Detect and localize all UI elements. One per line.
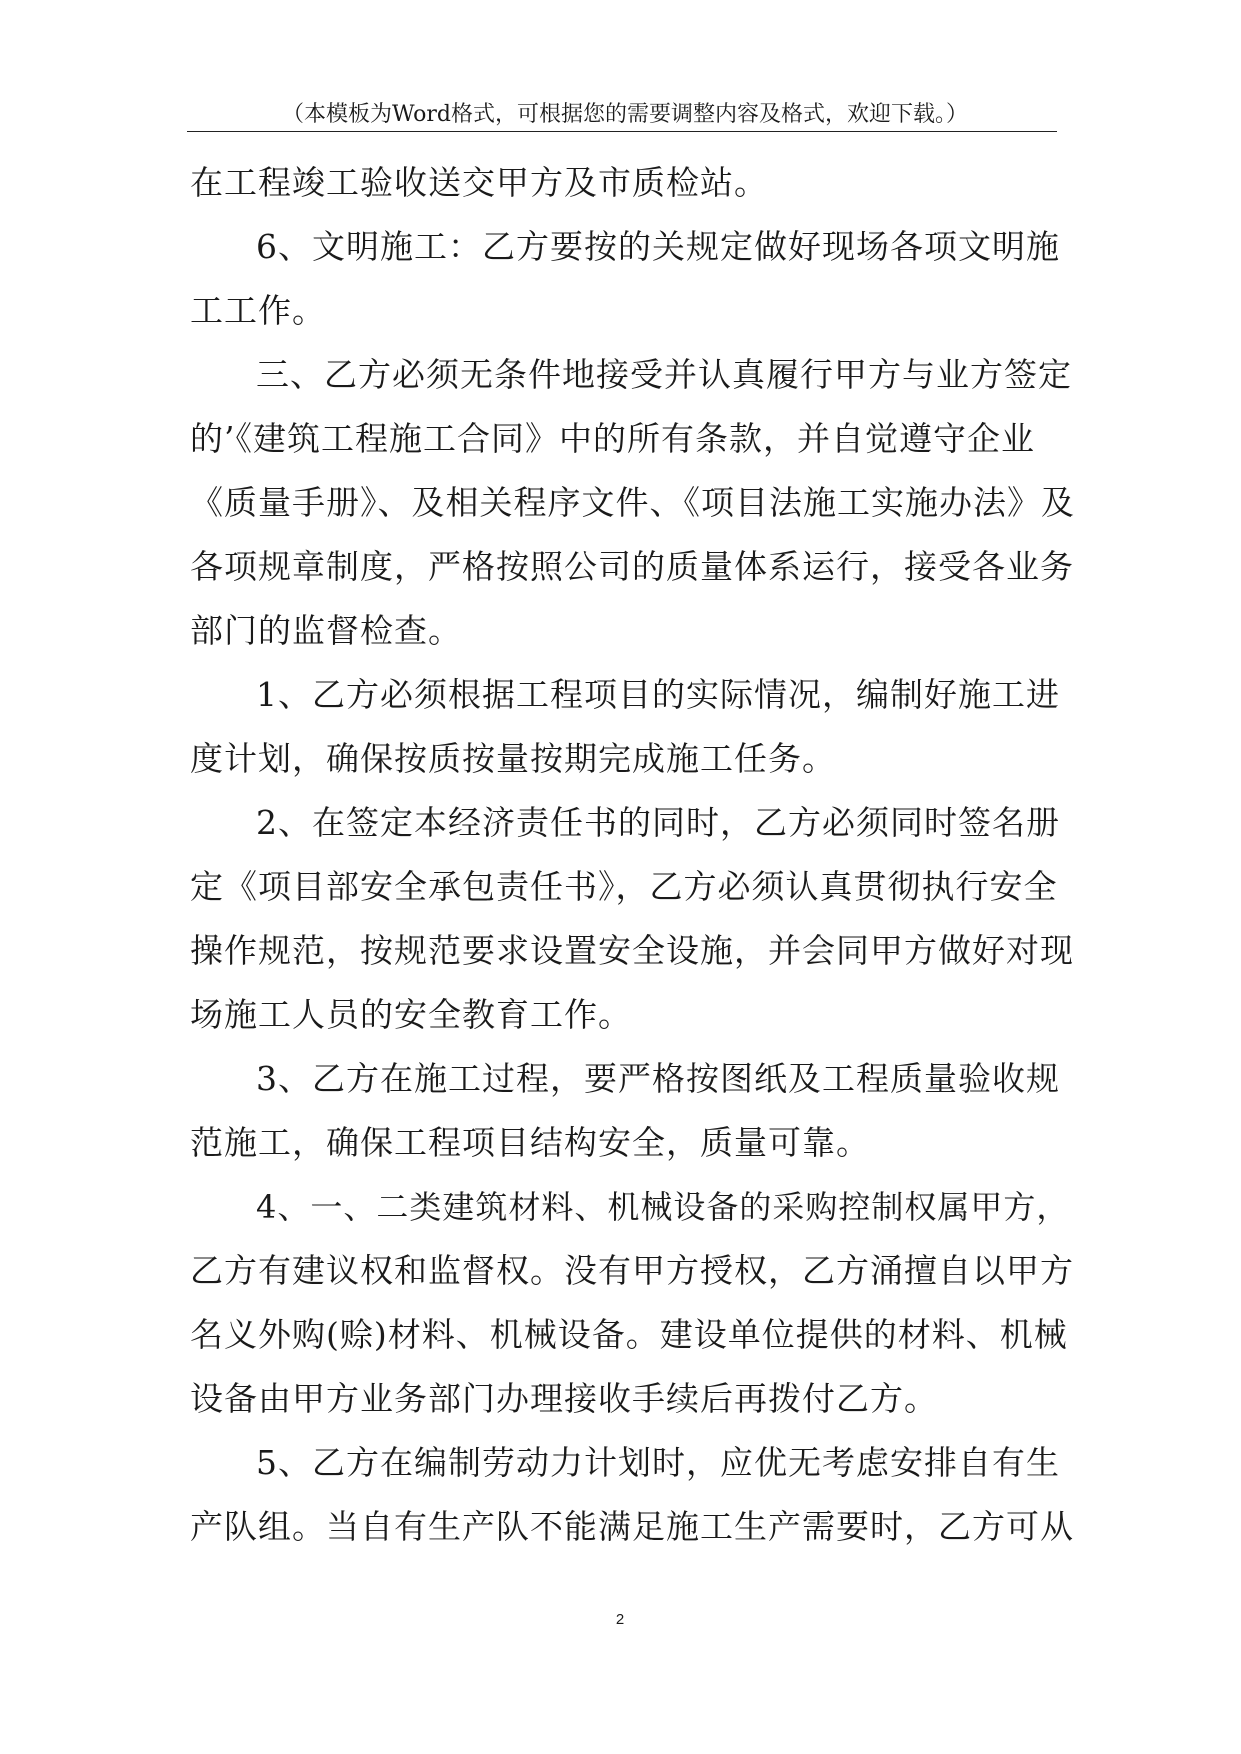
body-line: 范施工，确保工程项目结构安全，质量可靠。 <box>190 1123 870 1162</box>
body-line: 6、文明施工：乙方要按的关规定做好现场各项文明施 <box>256 227 1060 266</box>
body-line: 工工作。 <box>190 291 326 330</box>
body-line: 《质量手册》、及相关程序文件、《项目法施工实施办法》及 <box>190 483 1075 522</box>
header-divider <box>187 131 1057 132</box>
body-line: 3、乙方在施工过程，要严格按图纸及工程质量验收规 <box>256 1059 1060 1098</box>
body-line: 度计划，确保按质按量按期完成施工任务。 <box>190 739 836 778</box>
body-line: 设备由甲方业务部门办理接收手续后再拨付乙方。 <box>190 1379 938 1418</box>
body-line: 部门的监督检查。 <box>190 611 462 650</box>
body-line: 1、乙方必须根据工程项目的实际情况，编制好施工进 <box>256 675 1060 714</box>
body-line: 场施工人员的安全教育工作。 <box>190 995 632 1034</box>
body-line: 名义外购(赊)材料、机械设备。建设单位提供的材料、机械 <box>190 1315 1068 1354</box>
body-line: 乙方有建议权和监督权。没有甲方授权，乙方涌擅自以甲方 <box>190 1251 1074 1290</box>
body-line: 在工程竣工验收送交甲方及市质检站。 <box>190 163 768 202</box>
body-line: 三、乙方必须无条件地接受并认真履行甲方与业方签定 <box>256 355 1072 394</box>
body-line: 操作规范，按规范要求设置安全设施，并会同甲方做好对现 <box>190 931 1074 970</box>
page-number: 2 <box>615 1611 625 1628</box>
header-note: （本模板为Word格式，可根据您的需要调整内容及格式，欢迎下载。） <box>282 102 968 127</box>
body-line: 各项规章制度，严格按照公司的质量体系运行，接受各业务 <box>190 547 1074 586</box>
body-line: 5、乙方在编制劳动力计划时，应优无考虑安排自有生 <box>256 1443 1060 1482</box>
document-body <box>190 151 1075 1559</box>
body-line: 产队组。当自有生产队不能满足施工生产需要时，乙方可从 <box>190 1507 1074 1546</box>
body-line: 定《项目部安全承包责任书》，乙方必须认真贯彻执行安全 <box>190 867 1058 906</box>
body-line: 的’《建筑工程施工合同》中的所有条款，并自觉遵守企业 <box>190 419 1035 458</box>
body-line: 2、在签定本经济责任书的同时，乙方必须同时签名册 <box>256 803 1060 842</box>
body-line: 4、一、二类建筑材料、机械设备的采购控制权属甲方， <box>256 1188 1070 1226</box>
